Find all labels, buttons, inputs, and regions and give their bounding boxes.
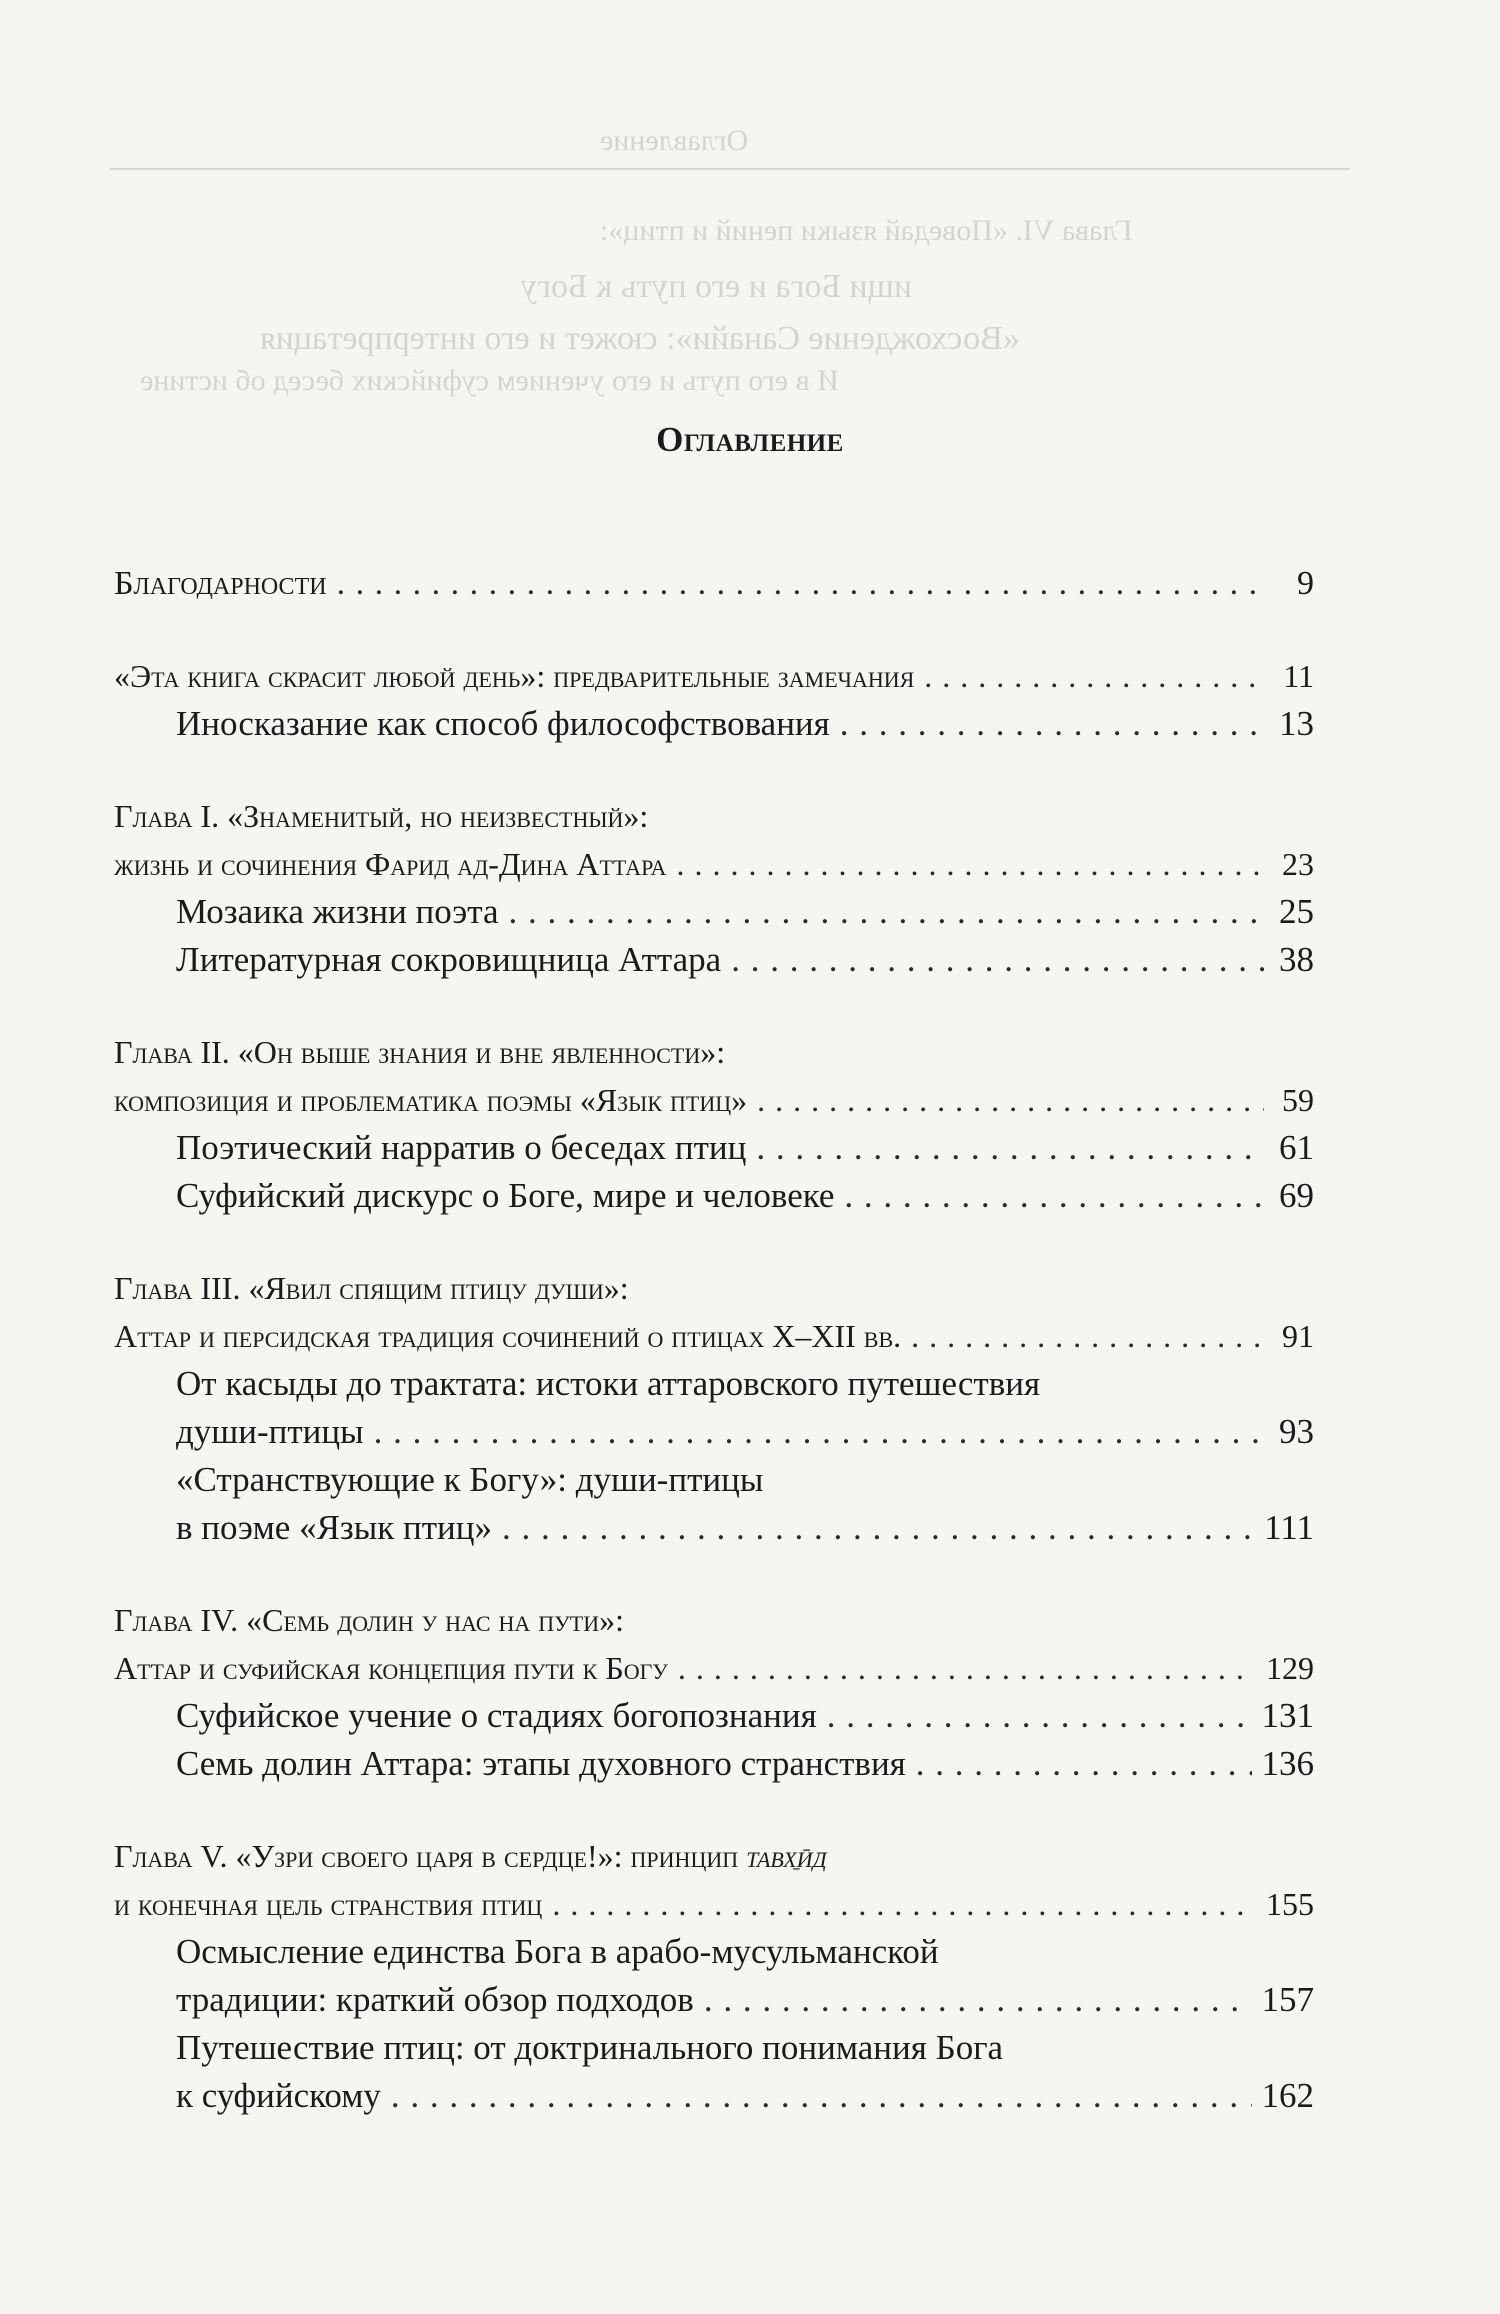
toc-leader-dots: [704, 1976, 1252, 2024]
toc-line-text: От касыды до трактата: истоки аттаровского путешествия: [176, 1364, 1041, 1403]
toc-entry-title: Мозаика жизни поэта: [176, 892, 499, 931]
toc-page-number: 155: [1266, 1886, 1314, 1922]
toc-leader-dots: [678, 1644, 1256, 1692]
toc-line-italic: тавх̱ӣд: [746, 1838, 827, 1874]
toc-gap: [114, 1788, 1314, 1832]
toc-gap: [114, 748, 1314, 792]
toc-entry-title: Суфийский дискурс о Боге, мире и человеке: [176, 1176, 835, 1215]
toc-line-text: Глава IV. «Семь долин у нас на пути»:: [114, 1602, 624, 1638]
toc-entry-title: души-птицы: [176, 1412, 364, 1451]
toc-page-number: 11: [1283, 658, 1314, 694]
toc-entry[interactable]: [114, 560, 1314, 608]
toc-gap: [114, 984, 1314, 1028]
toc-leader-dots: [840, 700, 1264, 748]
toc-line: [114, 2024, 1314, 2072]
toc-leader-dots: [924, 652, 1264, 700]
toc-entry-title: Благодарности: [114, 565, 327, 602]
toc-page-number: 162: [1261, 2076, 1314, 2115]
toc-entry-title: к суфийскому: [176, 2076, 381, 2115]
bleed-through-text: [0, 0, 1500, 420]
toc-line-text: Глава V. «Узри своего царя в сердце!»: принцип: [114, 1838, 747, 1874]
bleed-line: «Восхождение Санайи»: сюжет и его интерпретация: [260, 320, 1020, 357]
toc-entry[interactable]: [114, 700, 1314, 748]
toc-line: [114, 1028, 1314, 1076]
toc-leader-dots: [756, 1124, 1264, 1172]
toc-entry[interactable]: [114, 936, 1314, 984]
bleed-rule: [110, 168, 1350, 170]
toc-entry[interactable]: [114, 1504, 1314, 1552]
toc-page-number: 69: [1279, 1176, 1314, 1215]
toc-page-number: 23: [1282, 846, 1314, 882]
toc-line: [114, 792, 1314, 840]
toc-leader-dots: [911, 1312, 1264, 1360]
toc-entry-title: «Эта книга скрасит любой день»: предварительные замечания: [114, 658, 915, 694]
toc-entry[interactable]: [114, 888, 1314, 936]
toc-entry[interactable]: [114, 1880, 1314, 1928]
table-of-contents: [114, 560, 1314, 2120]
toc-page-number: 136: [1261, 1744, 1314, 1783]
toc-line-text: Осмысление единства Бога в арабо-мусульманской: [176, 1932, 939, 1971]
toc-entry[interactable]: [114, 1976, 1314, 2024]
toc-leader-dots: [844, 1172, 1264, 1220]
toc-page-number: 129: [1266, 1650, 1314, 1686]
toc-entry-title: жизнь и сочинения Фарид ад-Дина Аттара: [114, 846, 667, 882]
toc-line: [114, 1928, 1314, 1976]
toc-page-number: 91: [1282, 1318, 1314, 1354]
toc-page-number: 131: [1261, 1696, 1314, 1735]
toc-leader-dots: [552, 1880, 1256, 1928]
toc-page-number: 13: [1279, 704, 1314, 743]
toc-page-number: 111: [1264, 1508, 1314, 1547]
toc-entry-title: и конечная цель странствия птиц: [114, 1886, 543, 1922]
toc-leader-dots: [374, 1408, 1264, 1456]
toc-leader-dots: [502, 1504, 1254, 1552]
toc-heading: Оглавление: [656, 420, 844, 459]
bleed-line: И в его путь и его учением суфийских бесед об истине: [140, 364, 839, 397]
toc-entry[interactable]: [114, 2072, 1314, 2120]
toc-leader-dots: [676, 840, 1264, 888]
toc-line-text: Глава III. «Явил спящим птицу души»:: [114, 1270, 629, 1306]
toc-leader-dots: [391, 2072, 1252, 2120]
toc-page-number: 61: [1279, 1128, 1314, 1167]
toc-entry[interactable]: [114, 1692, 1314, 1740]
toc-line-text: Путешествие птиц: от доктринального понимания Бога: [176, 2028, 1004, 2067]
toc-entry[interactable]: [114, 1408, 1314, 1456]
toc-page-number: 93: [1279, 1412, 1314, 1451]
toc-entry-title: Аттар и суфийская концепция пути к Богу: [114, 1650, 668, 1686]
toc-entry-title: традиции: краткий обзор подходов: [176, 1980, 694, 2019]
bleed-line: Оглавление: [600, 124, 749, 157]
toc-entry[interactable]: [114, 1076, 1314, 1124]
toc-leader-dots: [827, 1692, 1252, 1740]
toc-gap: [114, 1220, 1314, 1264]
toc-entry-title: Литературная сокровищница Аттара: [176, 940, 722, 979]
toc-line-text: Глава I. «Знаменитый, но неизвестный»:: [114, 798, 649, 834]
toc-entry[interactable]: [114, 840, 1314, 888]
toc-entry-title: Суфийское учение о стадиях богопознания: [176, 1696, 817, 1735]
toc-entry-title: в поэме «Язык птиц»: [176, 1508, 493, 1547]
toc-leader-dots: [916, 1740, 1252, 1788]
toc-entry[interactable]: [114, 1740, 1314, 1788]
toc-entry-title: Иносказание как способ философствования: [176, 704, 830, 743]
toc-entry-title: композиция и проблематика поэмы «Язык птиц»: [114, 1082, 748, 1118]
toc-entry-title: Поэтический нарратив о беседах птиц: [176, 1128, 747, 1167]
toc-line: [114, 1264, 1314, 1312]
toc-page-number: 157: [1261, 1980, 1314, 2019]
toc-page-number: 59: [1282, 1082, 1314, 1118]
toc-line: [114, 1596, 1314, 1644]
toc-gap: [114, 608, 1314, 652]
toc-entry-title: Аттар и персидская традиция сочинений о птицах X–XII вв.: [114, 1318, 902, 1354]
toc-line: [114, 1456, 1314, 1504]
toc-entry-title: Семь долин Аттара: этапы духовного странствия: [176, 1744, 906, 1783]
toc-leader-dots: [337, 560, 1264, 608]
toc-entry[interactable]: [114, 1172, 1314, 1220]
toc-line: [114, 1360, 1314, 1408]
toc-page-number: 9: [1297, 565, 1314, 602]
bleed-line: Глава VI. «Поведай языки пений и птиц»:: [600, 214, 1133, 247]
toc-line: [114, 1832, 1314, 1880]
toc-page-number: 25: [1279, 892, 1314, 931]
toc-page-number: 38: [1279, 940, 1314, 979]
toc-entry[interactable]: [114, 1644, 1314, 1692]
toc-entry[interactable]: [114, 1312, 1314, 1360]
toc-leader-dots: [509, 888, 1265, 936]
toc-leader-dots: [757, 1076, 1264, 1124]
bleed-line: ищи Бога и его путь к Богу: [520, 268, 913, 305]
toc-entry[interactable]: [114, 1124, 1314, 1172]
toc-entry[interactable]: [114, 652, 1314, 700]
toc-gap: [114, 1552, 1314, 1596]
toc-line-text: Глава II. «Он выше знания и вне явленности»:: [114, 1034, 726, 1070]
toc-leader-dots: [731, 936, 1264, 984]
toc-line-text: «Странствующие к Богу»: души-птицы: [176, 1460, 764, 1499]
